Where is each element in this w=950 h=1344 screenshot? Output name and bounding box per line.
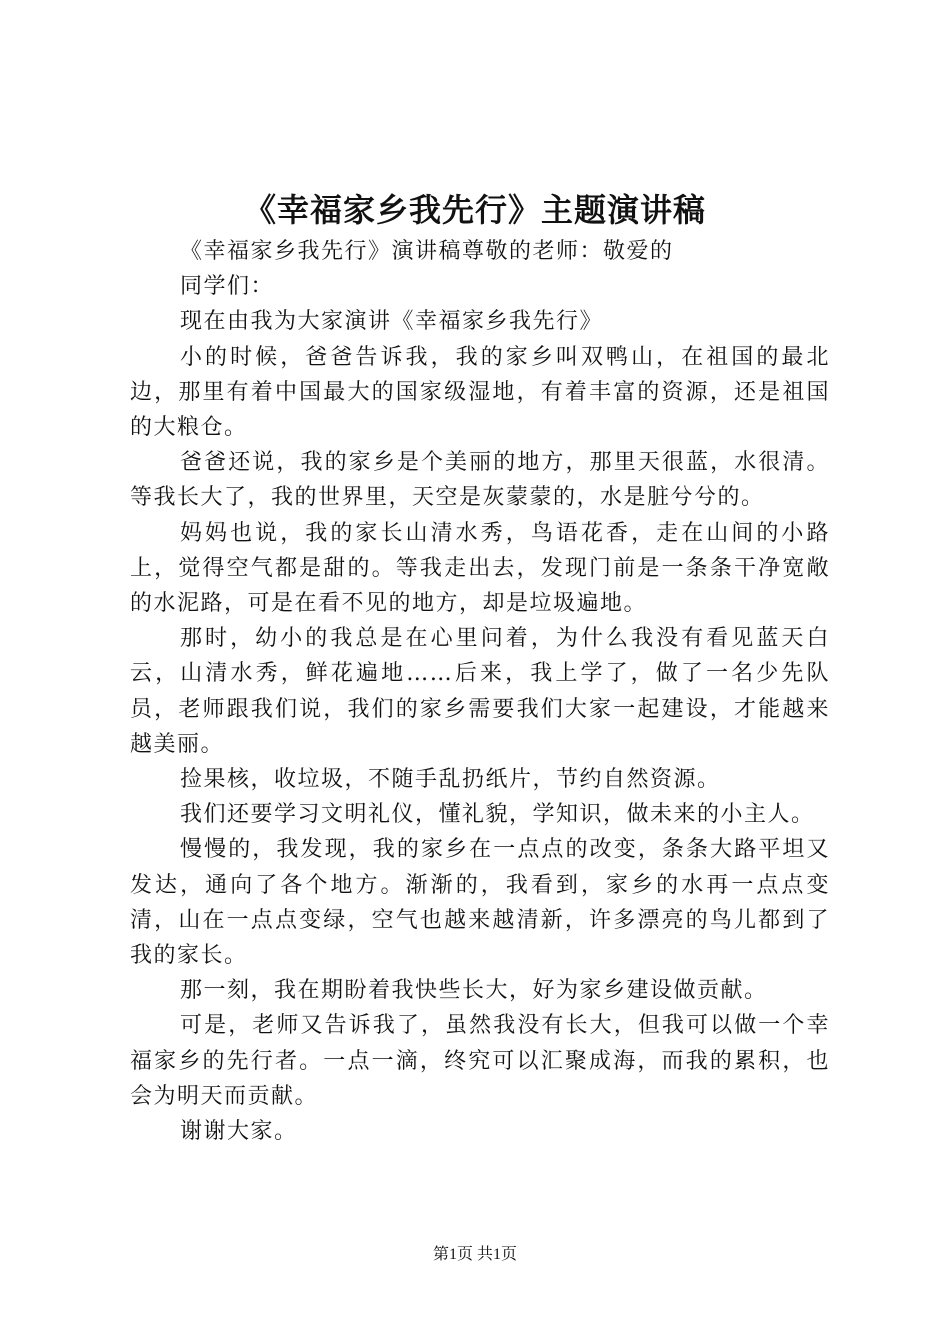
document-body bbox=[130, 234, 830, 1149]
paragraph-8: 捡果核，收垃圾，不随手乱扔纸片，节约自然资源。 bbox=[180, 767, 721, 793]
paragraph-1: 《幸福家乡我先行》演讲稿尊敬的老师：敬爱的 bbox=[180, 239, 674, 264]
paragraph-3: 现在由我为大家演讲《幸福家乡我先行》 bbox=[180, 309, 604, 335]
paragraph-10: 慢慢的，我发现，我的家乡在一点点的改变，条条大路平坦又发达，通向了各个地方。渐渐的，我看到，家乡的水再一点点变清，山在一点点变绿，空气也越来越清新，许多漂亮的鸟儿都到了我的家长。 bbox=[130, 837, 830, 969]
paragraph-5: 爸爸还说，我的家乡是个美丽的地方，那里天很蓝，水很清。等我长大了，我的世界里，天空是灰蒙蒙的，水是脏兮兮的。 bbox=[130, 450, 830, 511]
paragraph-9: 我们还要学习文明礼仪，懂礼貌，学知识，做未来的小主人。 bbox=[180, 802, 815, 828]
paragraph-6: 妈妈也说，我的家长山清水秀，鸟语花香，走在山间的小路上，觉得空气都是甜的。等我走出去，发现门前是一条条干净宽敞的水泥路，可是在看不见的地方，却是垃圾遍地。 bbox=[130, 520, 830, 617]
page-number-footer: 第1页 共1页 bbox=[432, 1246, 517, 1263]
paragraph-2: 同学们： bbox=[180, 274, 275, 300]
paragraph-13: 谢谢大家。 bbox=[180, 1119, 298, 1145]
paragraph-11: 那一刻，我在期盼着我快些长大，好为家乡建设做贡献。 bbox=[180, 978, 768, 1004]
paragraph-4: 小的时候，爸爸告诉我，我的家乡叫双鸭山，在祖国的最北边，那里有着中国最大的国家级湿地，有着丰富的资源，还是祖国的大粮仓。 bbox=[130, 344, 830, 441]
document-title: 《幸福家乡我先行》主题演讲稿 bbox=[243, 191, 706, 229]
paragraph-7: 那时，幼小的我总是在心里问着，为什么我没有看见蓝天白云，山清水秀，鲜花遍地……后来，我上学了，做了一名少先队员，老师跟我们说，我们的家乡需要我们大家一起建设，才能越来越美丽。 bbox=[130, 626, 830, 757]
paragraph-12: 可是，老师又告诉我了，虽然我没有长大，但我可以做一个幸福家乡的先行者。一点一滴，终究可以汇聚成海，而我的累积，也会为明天而贡献。 bbox=[130, 1013, 830, 1109]
